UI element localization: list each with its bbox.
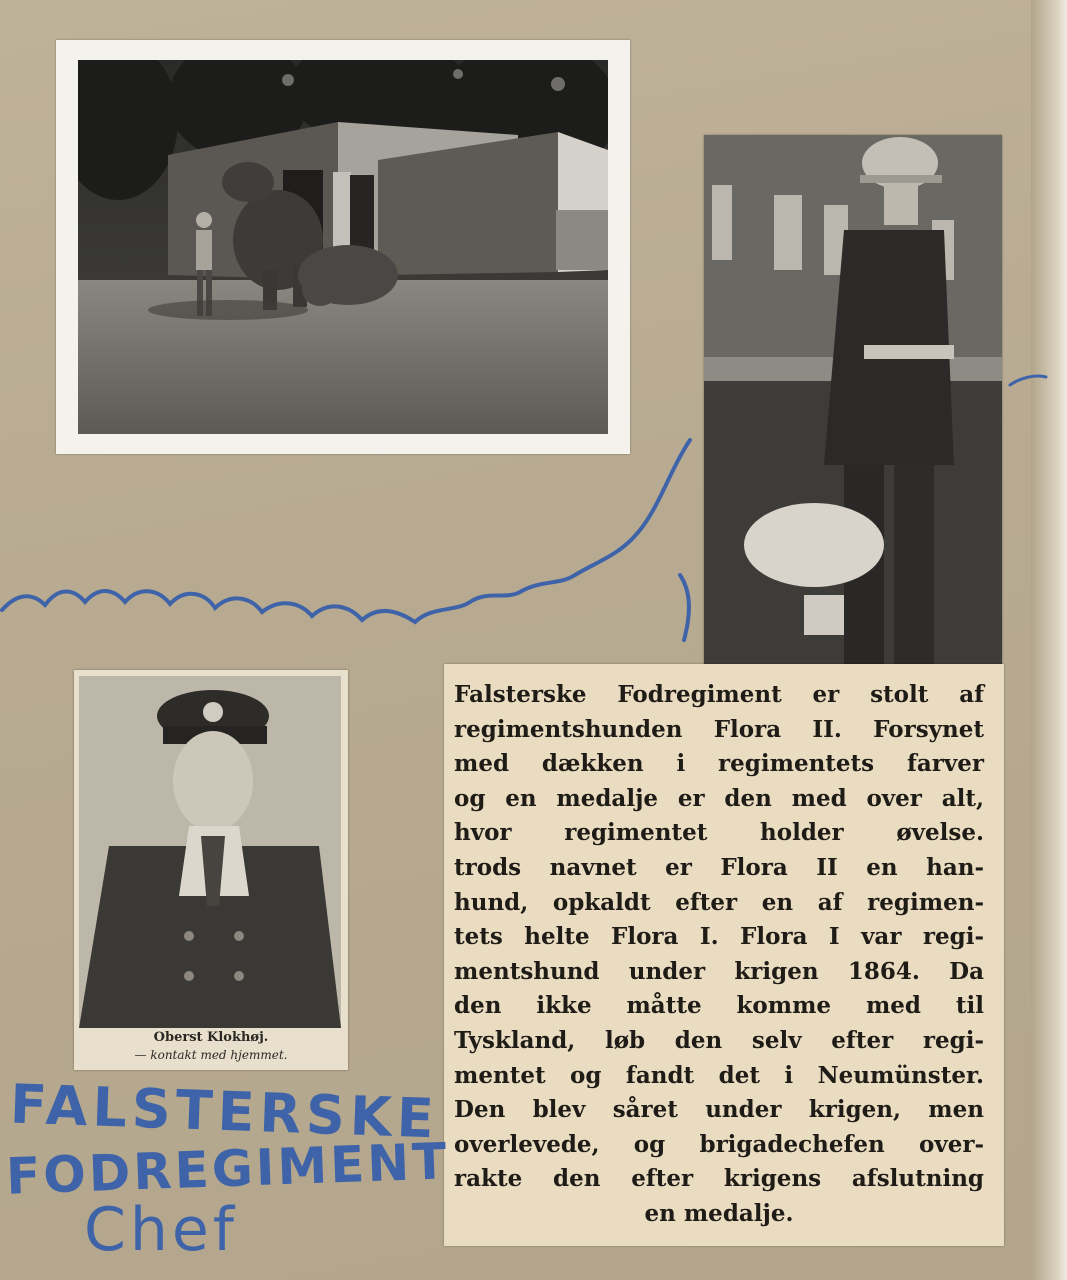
article-line: og en medalje er den med over alt, [454,784,984,812]
article-line: med dækken i regimentets farver [454,750,984,778]
handwritten-chef: Chef [84,1195,238,1265]
article-line: regimentshunden Flora II. Forsynet [454,715,984,743]
article-line: tets helte Flora I. Flora I var regi- [454,923,984,951]
officer-caption-name: Oberst Klokhøj. [153,1030,269,1045]
article-line: hvor regimentet holder øvelse. [454,819,984,847]
article-line: Den blev såret under krigen, men [454,1096,984,1124]
article-line: trods navnet er Flora II en han- [454,853,984,881]
handwritten-fodregiment: FODREGIMENT [5,1132,451,1206]
article-line: Tyskland, løb den selv efter regi- [454,1026,984,1054]
article-line: mentshund under krigen 1864. Da [454,957,984,985]
article-line: overlevede, og brigadechefen over- [454,1130,984,1158]
article-line: hund, opkaldt efter en af regimen- [454,888,984,916]
article-line: rakte den efter krigens afslutning [454,1165,984,1193]
officer-caption-subtitle: — kontakt med hjemmet. [134,1048,288,1062]
article-line: den ikke måtte komme med til [454,992,984,1020]
article-line: mentet og fandt det i Neumünster. [454,1061,984,1089]
article-line: Falsterske Fodregiment er stolt af [454,681,984,708]
article-line: en medalje. [644,1199,794,1227]
handwritten-falsterske: FALSTERSKE [9,1072,440,1151]
